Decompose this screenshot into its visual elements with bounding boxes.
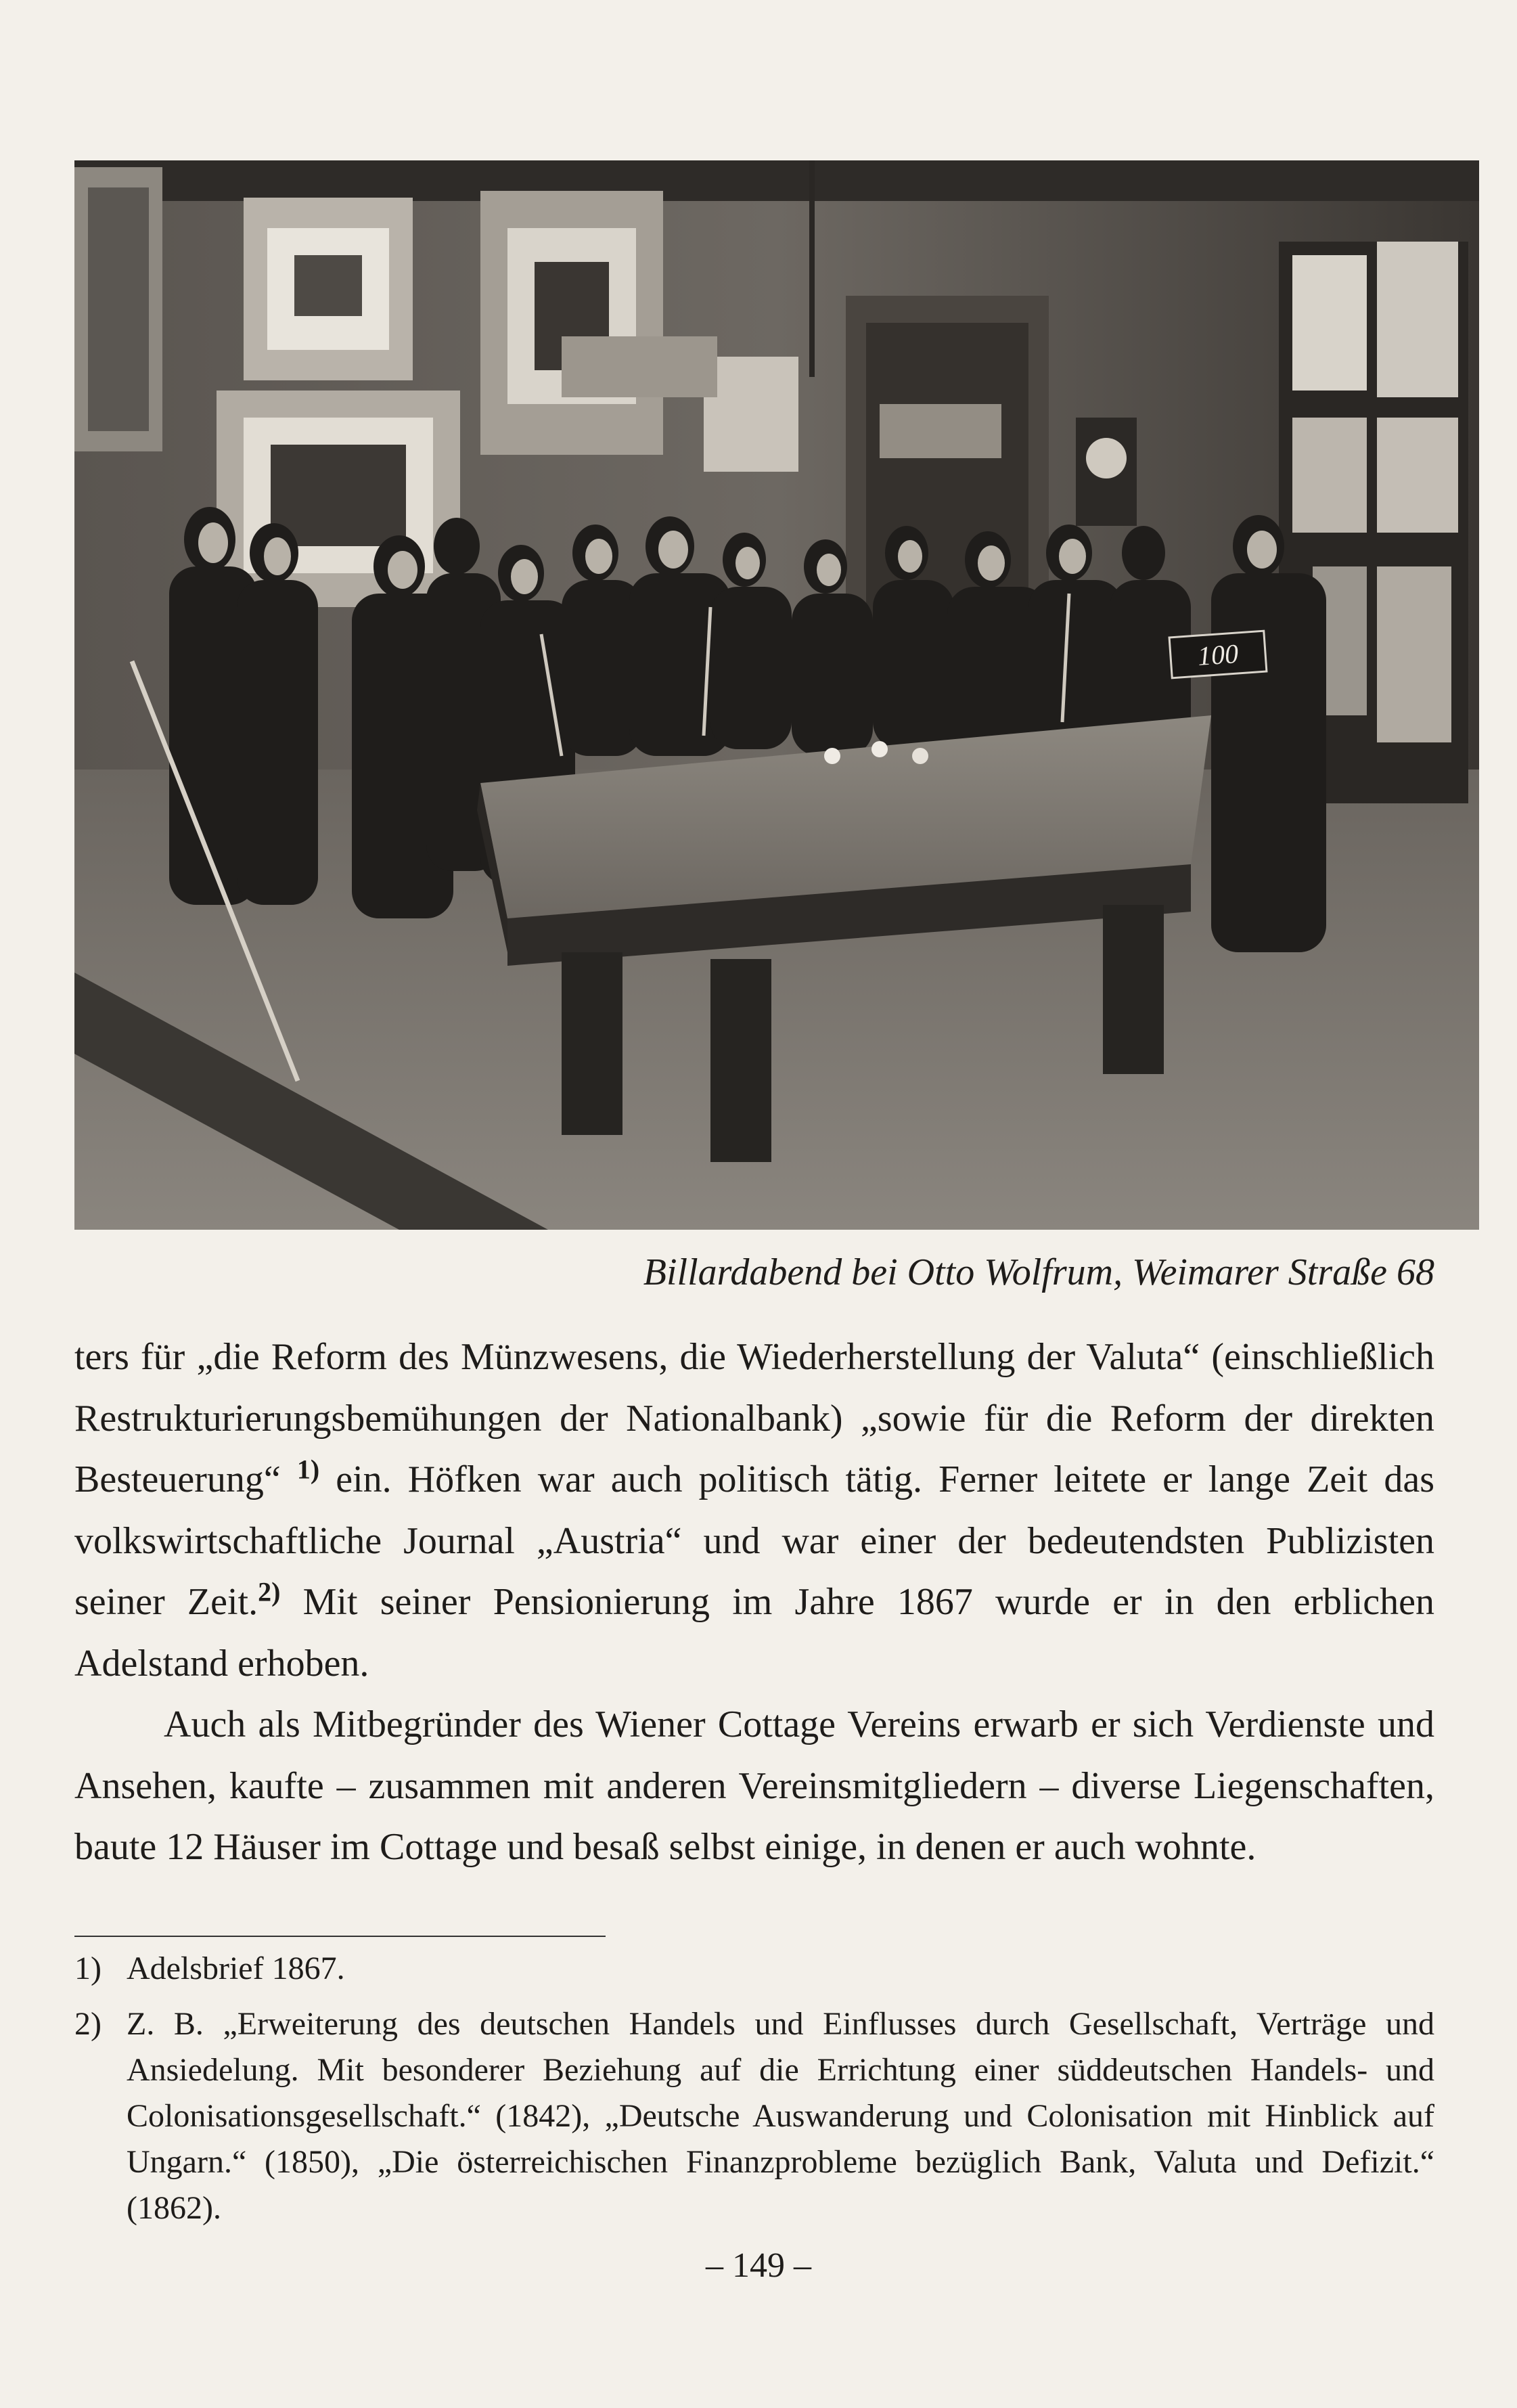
paragraph-1-part-2: ein. Höfken war auch politisch tätig. Ferner leitete er lange Zeit das volkswirtschaftliche Journal „Austria“ und war einer der bedeutendsten Publizisten seiner Zeit. — [74, 1458, 1434, 1623]
footnote-1-number: 1) — [74, 1950, 101, 1986]
paragraph-2: Auch als Mitbegründer des Wiener Cottage Vereins erwarb er sich Verdienste und Ansehen, kaufte – zusammen mit anderen Vereinsmitgliedern – diverse Liegenschaften, baute 12 Häuser im Cottage und besaß selbst einige, in denen er auch wohnte. — [74, 1703, 1434, 1868]
footnote-divider — [74, 1936, 606, 1937]
footnote-ref-1: 1) — [296, 1454, 320, 1485]
body-text — [74, 1326, 1434, 1878]
scoreboard-text: 100 — [1196, 638, 1240, 672]
footnote-2-number: 2) — [74, 2006, 101, 2042]
footnote-ref-2: 2) — [258, 1576, 281, 1607]
billiard-photograph — [74, 160, 1479, 1230]
page-number: – 149 – — [706, 2246, 811, 2285]
billiard-room-image — [74, 160, 1479, 1230]
footnote-2 — [74, 2001, 1434, 2231]
paragraph-1-part-3: Mit seiner Pensionierung im Jahre 1867 wurde er in den erblichen Adelstand erhoben. — [74, 1581, 1435, 1685]
paragraph-1-part-1: ters für „die Reform des Münzwesens, die Wiederherstellung der Valuta“ (einschließlich Restrukturierungsbemühungen der Nationalbank) „sowie für die Reform der direkten Besteuerung“ — [74, 1336, 1434, 1500]
paragraph-1 — [74, 1326, 1434, 1694]
photo-caption: Billardabend bei Otto Wolfrum, Weimarer Straße 68 — [643, 1251, 1434, 1293]
footnote-2-text: Z. B. „Erweiterung des deutschen Handels und Einflusses durch Gesellschaft, Verträge und Ansiedelung. Mit besonderer Beziehung auf die Errichtung einer süddeutschen Handels- und Colonisationsgesellschaft.“ (1842), „Deutsche Auswanderung und Colonisation mit Hinblick auf Ungarn.“ (1850), „Die österreichischen Finanzprobleme bezüglich Bank, Valuta und Defizit.“ (1862). — [127, 2006, 1434, 2226]
footnote-1-text: Adelsbrief 1867. — [127, 1950, 345, 1986]
footnotes — [74, 1946, 1434, 2231]
footnote-1 — [74, 1946, 1434, 1992]
